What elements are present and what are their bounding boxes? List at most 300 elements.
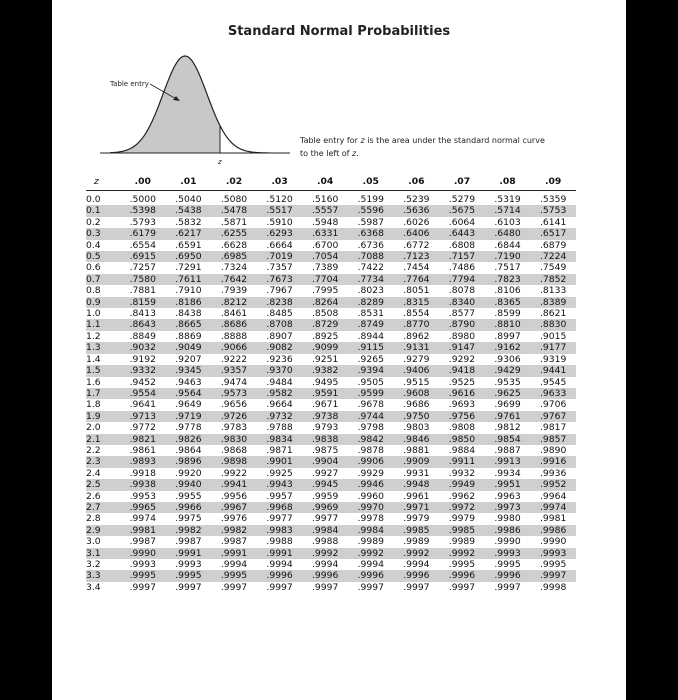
probability-cell: .9981 <box>540 513 567 525</box>
probability-cell: .9357 <box>211 365 257 376</box>
probability-cell: .9345 <box>166 365 212 376</box>
probability-cell: .9015 <box>540 330 567 342</box>
probability-cell: .5948 <box>312 216 339 228</box>
probability-cell: .9750 <box>394 411 440 422</box>
probability-cell: .9964 <box>540 490 567 502</box>
probability-cell: .6026 <box>403 216 430 228</box>
probability-cell: .9995 <box>166 570 212 581</box>
column-header: .03 <box>257 172 303 191</box>
probability-cell: .9982 <box>211 525 257 536</box>
probability-cell: .9920 <box>175 467 202 479</box>
probability-cell: .8849 <box>129 330 156 342</box>
description-line-2: to the left of z. <box>300 149 359 158</box>
probability-cell: .9641 <box>129 399 156 411</box>
probability-cell: .9049 <box>166 342 212 353</box>
probability-cell: .9744 <box>348 411 394 422</box>
probability-cell: .9251 <box>312 353 339 365</box>
column-header: .00 <box>120 172 166 191</box>
z-value-cell: 3.0 <box>86 536 101 548</box>
probability-cell: .5753 <box>530 205 576 216</box>
probability-cell: .8212 <box>211 297 257 308</box>
probability-cell: .9994 <box>357 559 384 570</box>
probability-cell: .9967 <box>211 502 257 513</box>
z-value-cell: 0.8 <box>86 285 101 297</box>
probability-cell: .9591 <box>302 388 348 399</box>
probability-cell: .9147 <box>439 342 485 353</box>
probability-cell: .7967 <box>266 285 293 297</box>
probability-cell: .9678 <box>357 399 384 411</box>
probability-cell: .8159 <box>120 297 166 308</box>
probability-cell: .8315 <box>394 297 440 308</box>
probability-cell: .9394 <box>348 365 394 376</box>
probability-cell: .9656 <box>220 399 248 411</box>
probability-cell: .9279 <box>403 353 430 365</box>
probability-cell: .7995 <box>312 285 339 297</box>
probability-cell: .9990 <box>494 536 521 548</box>
probability-cell: .9974 <box>129 513 156 525</box>
probability-cell: .9995 <box>540 559 567 570</box>
z-value-cell: 1.9 <box>86 411 120 422</box>
probability-cell: .7324 <box>220 262 248 274</box>
table-entry-label: Table entry <box>110 80 149 88</box>
probability-cell: .7019 <box>257 251 303 262</box>
probability-cell: .9957 <box>266 490 293 502</box>
probability-cell: .9971 <box>394 502 440 513</box>
probability-cell: .8907 <box>266 330 293 342</box>
probability-cell: .9918 <box>129 467 156 479</box>
probability-cell: .9699 <box>494 399 521 411</box>
probability-cell: .9732 <box>257 411 303 422</box>
probability-cell: .9981 <box>120 525 166 536</box>
probability-cell: .7549 <box>540 262 567 274</box>
table-row <box>86 399 576 410</box>
probability-cell: .7580 <box>120 274 166 285</box>
probability-cell: .7734 <box>348 274 394 285</box>
probability-cell: .9993 <box>129 559 156 570</box>
probability-cell: .8133 <box>540 285 567 297</box>
z-value-cell: 3.3 <box>86 570 120 581</box>
probability-cell: .9984 <box>302 525 348 536</box>
table-row <box>86 191 576 206</box>
z-value-cell: 2.0 <box>86 422 101 434</box>
probability-cell: .9946 <box>348 479 394 490</box>
probability-cell: .9940 <box>166 479 212 490</box>
probability-cell: .8621 <box>540 308 567 320</box>
probability-cell: .6736 <box>357 239 384 251</box>
probability-cell: .9980 <box>494 513 521 525</box>
probability-cell: .9830 <box>211 434 257 445</box>
probability-cell: .9850 <box>439 434 485 445</box>
probability-cell: .5080 <box>220 194 248 205</box>
probability-cell: .9515 <box>403 376 430 388</box>
probability-cell: .9989 <box>403 536 430 548</box>
z-axis-label: z <box>218 158 222 166</box>
z-value-cell: 1.0 <box>86 308 101 320</box>
z-table <box>86 172 576 593</box>
probability-cell: .8749 <box>348 319 394 330</box>
probability-cell: .9997 <box>175 581 202 593</box>
probability-cell: .9955 <box>175 490 202 502</box>
column-header: .09 <box>530 172 576 191</box>
probability-cell: .9969 <box>302 502 348 513</box>
probability-cell: .9826 <box>166 434 212 445</box>
z-value-cell: 2.8 <box>86 513 101 525</box>
probability-cell: .9871 <box>266 444 293 456</box>
probability-cell: .8508 <box>312 308 339 320</box>
table-row <box>86 217 576 228</box>
table-row <box>86 342 576 353</box>
probability-cell: .9956 <box>220 490 248 502</box>
page <box>52 0 626 700</box>
table-row <box>86 319 576 330</box>
probability-cell: .8461 <box>220 308 248 320</box>
probability-cell: .9649 <box>175 399 202 411</box>
probability-cell: .8577 <box>448 308 476 320</box>
probability-cell: .6517 <box>530 228 576 239</box>
probability-cell: .5040 <box>175 194 202 205</box>
probability-cell: .8810 <box>485 319 531 330</box>
table-row <box>86 205 576 216</box>
probability-cell: .9994 <box>403 559 430 570</box>
probability-cell: .9881 <box>403 444 430 456</box>
probability-cell: .9992 <box>394 548 440 559</box>
probability-cell: .7823 <box>485 274 531 285</box>
z-column-header: z <box>86 172 120 191</box>
probability-cell: .9959 <box>312 490 339 502</box>
probability-cell: .9996 <box>439 570 485 581</box>
probability-cell: .9582 <box>257 388 303 399</box>
z-value-cell: 1.3 <box>86 342 120 353</box>
probability-cell: .9452 <box>129 376 156 388</box>
probability-cell: .9961 <box>403 490 430 502</box>
probability-cell: .9997 <box>129 581 156 593</box>
probability-cell: .6255 <box>211 228 257 239</box>
z-value-cell: 1.1 <box>86 319 120 330</box>
probability-cell: .9099 <box>302 342 348 353</box>
table-row <box>86 411 576 422</box>
table-row <box>86 331 576 342</box>
z-value-cell: 2.9 <box>86 525 120 536</box>
probability-cell: .7357 <box>266 262 293 274</box>
z-value-cell: 3.1 <box>86 548 120 559</box>
probability-cell: .9943 <box>257 479 303 490</box>
table-row <box>86 388 576 399</box>
z-value-cell: 1.4 <box>86 353 101 365</box>
probability-cell: .7389 <box>312 262 339 274</box>
probability-cell: .5160 <box>312 194 339 205</box>
probability-cell: .8925 <box>312 330 339 342</box>
z-value-cell: 1.2 <box>86 330 101 342</box>
probability-cell: .9896 <box>166 456 212 467</box>
column-header: .02 <box>211 172 257 191</box>
probability-cell: .9945 <box>302 479 348 490</box>
probability-cell: .6368 <box>348 228 394 239</box>
probability-cell: .6950 <box>166 251 212 262</box>
probability-cell: .7764 <box>394 274 440 285</box>
probability-cell: .9991 <box>257 548 303 559</box>
probability-cell: .7939 <box>220 285 248 297</box>
probability-cell: .6844 <box>494 239 521 251</box>
probability-cell: .7454 <box>403 262 430 274</box>
probability-cell: .9834 <box>257 434 303 445</box>
probability-cell: .5438 <box>166 205 212 216</box>
table-row <box>86 548 576 559</box>
probability-cell: .9525 <box>448 376 476 388</box>
probability-cell: .9962 <box>448 490 476 502</box>
table-row <box>86 582 576 593</box>
probability-cell: .9671 <box>312 399 339 411</box>
probability-cell: .9463 <box>175 376 202 388</box>
probability-cell: .5871 <box>220 216 248 228</box>
probability-cell: .8599 <box>494 308 521 320</box>
probability-cell: .9738 <box>302 411 348 422</box>
probability-cell: .9756 <box>439 411 485 422</box>
probability-cell: .9032 <box>120 342 166 353</box>
probability-cell: .9788 <box>266 422 293 434</box>
probability-cell: .9162 <box>485 342 531 353</box>
probability-cell: .9992 <box>439 548 485 559</box>
table-row <box>86 570 576 581</box>
probability-cell: .9441 <box>530 365 576 376</box>
probability-cell: .5636 <box>394 205 440 216</box>
probability-cell: .9545 <box>540 376 567 388</box>
probability-cell: .9913 <box>485 456 531 467</box>
probability-cell: .9890 <box>540 444 567 456</box>
probability-cell: .9901 <box>257 456 303 467</box>
column-header: .01 <box>166 172 212 191</box>
probability-cell: .9936 <box>540 467 567 479</box>
probability-cell: .9968 <box>257 502 303 513</box>
probability-cell: .9997 <box>530 570 576 581</box>
probability-cell: .9953 <box>129 490 156 502</box>
probability-cell: .8888 <box>220 330 248 342</box>
probability-cell: .9952 <box>530 479 576 490</box>
probability-cell: .9838 <box>302 434 348 445</box>
probability-cell: .7291 <box>175 262 202 274</box>
probability-cell: .9996 <box>257 570 303 581</box>
probability-cell: .9842 <box>348 434 394 445</box>
probability-cell: .9988 <box>266 536 293 548</box>
description-line-1: Table entry for z is the area under the standard normal curve <box>300 136 545 145</box>
probability-cell: .9966 <box>166 502 212 513</box>
probability-cell: .9767 <box>530 411 576 422</box>
probability-cell: .9996 <box>485 570 531 581</box>
probability-cell: .9988 <box>312 536 339 548</box>
probability-cell: .7642 <box>211 274 257 285</box>
probability-cell: .9941 <box>211 479 257 490</box>
probability-cell: .9973 <box>485 502 531 513</box>
probability-cell: .5478 <box>211 205 257 216</box>
probability-cell: .9599 <box>348 388 394 399</box>
probability-cell: .5398 <box>120 205 166 216</box>
probability-cell: .6915 <box>120 251 166 262</box>
probability-cell: .9931 <box>403 467 430 479</box>
probability-cell: .9993 <box>530 548 576 559</box>
probability-cell: .9812 <box>494 422 521 434</box>
probability-cell: .9664 <box>266 399 293 411</box>
table-row <box>86 525 576 536</box>
table-row <box>86 456 576 467</box>
probability-cell: .9986 <box>485 525 531 536</box>
probability-cell: .8365 <box>485 297 531 308</box>
probability-cell: .5517 <box>257 205 303 216</box>
probability-cell: .9963 <box>494 490 521 502</box>
probability-cell: .9370 <box>257 365 303 376</box>
probability-cell: .8665 <box>166 319 212 330</box>
probability-cell: .8238 <box>257 297 303 308</box>
probability-cell: .9990 <box>540 536 567 548</box>
probability-cell: .9990 <box>120 548 166 559</box>
z-value-cell: 2.1 <box>86 434 120 445</box>
probability-cell: .9916 <box>530 456 576 467</box>
table-row <box>86 559 576 570</box>
probability-cell: .9868 <box>220 444 248 456</box>
probability-cell: .9911 <box>439 456 485 467</box>
probability-cell: .9406 <box>394 365 440 376</box>
z-value-cell: 0.1 <box>86 205 120 216</box>
probability-cell: .6064 <box>448 216 476 228</box>
probability-cell: .9997 <box>403 581 430 593</box>
table-row <box>86 354 576 365</box>
probability-cell: .9616 <box>439 388 485 399</box>
probability-cell: .9719 <box>166 411 212 422</box>
table-row <box>86 297 576 308</box>
probability-cell: .9982 <box>166 525 212 536</box>
probability-cell: .9332 <box>120 365 166 376</box>
probability-cell: .7157 <box>439 251 485 262</box>
probability-cell: .6554 <box>129 239 156 251</box>
probability-cell: .9949 <box>439 479 485 490</box>
probability-cell: .8869 <box>175 330 202 342</box>
probability-cell: .9995 <box>448 559 476 570</box>
probability-cell: .5000 <box>129 194 156 205</box>
table-row <box>86 502 576 513</box>
probability-cell: .8051 <box>403 285 430 297</box>
probability-cell: .8554 <box>403 308 430 320</box>
page-title: Standard Normal Probabilities <box>227 24 451 39</box>
probability-cell: .9535 <box>494 376 521 388</box>
column-header: .05 <box>348 172 394 191</box>
probability-cell: .9995 <box>120 570 166 581</box>
z-value-cell: 0.5 <box>86 251 120 262</box>
probability-cell: .7673 <box>257 274 303 285</box>
probability-cell: .9292 <box>448 353 476 365</box>
probability-cell: .6985 <box>211 251 257 262</box>
probability-cell: .9977 <box>266 513 293 525</box>
probability-cell: .5793 <box>129 216 156 228</box>
probability-cell: .9633 <box>530 388 576 399</box>
probability-cell: .9972 <box>439 502 485 513</box>
probability-cell: .9495 <box>312 376 339 388</box>
probability-cell: .8485 <box>266 308 293 320</box>
z-value-cell: 0.4 <box>86 239 101 251</box>
z-value-cell: 0.0 <box>86 194 101 205</box>
shaded-area <box>110 56 220 153</box>
probability-cell: .5596 <box>348 205 394 216</box>
probability-cell: .9115 <box>348 342 394 353</box>
probability-cell: .9970 <box>348 502 394 513</box>
probability-cell: .9985 <box>439 525 485 536</box>
probability-cell: .6217 <box>166 228 212 239</box>
probability-cell: .6141 <box>540 216 567 228</box>
probability-cell: .9382 <box>302 365 348 376</box>
probability-cell: .8186 <box>166 297 212 308</box>
probability-cell: .6480 <box>485 228 531 239</box>
probability-cell: .9996 <box>348 570 394 581</box>
probability-cell: .9222 <box>220 353 248 365</box>
probability-cell: .6103 <box>494 216 521 228</box>
probability-cell: .6879 <box>540 239 567 251</box>
probability-cell: .8770 <box>394 319 440 330</box>
probability-cell: .5120 <box>266 194 293 205</box>
probability-cell: .9817 <box>540 422 567 434</box>
z-value-cell: 0.2 <box>86 216 101 228</box>
probability-cell: .9207 <box>175 353 202 365</box>
table-row <box>86 228 576 239</box>
table-header-row <box>86 172 576 191</box>
table-row <box>86 308 576 319</box>
probability-cell: .8944 <box>357 330 384 342</box>
probability-cell: .9808 <box>448 422 476 434</box>
probability-cell: .7054 <box>302 251 348 262</box>
probability-cell: .9991 <box>166 548 212 559</box>
probability-cell: .9906 <box>348 456 394 467</box>
probability-cell: .9177 <box>530 342 576 353</box>
table-row <box>86 491 576 502</box>
probability-cell: .9904 <box>302 456 348 467</box>
probability-cell: .9909 <box>394 456 440 467</box>
probability-cell: .7123 <box>394 251 440 262</box>
z-value-cell: 2.3 <box>86 456 120 467</box>
probability-cell: .6406 <box>394 228 440 239</box>
probability-cell: .5319 <box>494 194 521 205</box>
probability-cell: .5359 <box>540 194 567 205</box>
probability-cell: .9131 <box>394 342 440 353</box>
probability-cell: .7611 <box>166 274 212 285</box>
probability-cell: .8023 <box>357 285 384 297</box>
probability-cell: .6700 <box>312 239 339 251</box>
probability-cell: .7257 <box>129 262 156 274</box>
z-value-cell: 1.8 <box>86 399 101 411</box>
probability-cell: .6591 <box>175 239 202 251</box>
probability-cell: .9948 <box>394 479 440 490</box>
z-value-cell: 0.6 <box>86 262 101 274</box>
probability-cell: .8413 <box>129 308 156 320</box>
column-header: .08 <box>485 172 531 191</box>
probability-cell: .7852 <box>530 274 576 285</box>
probability-cell: .9625 <box>485 388 531 399</box>
table-row <box>86 365 576 376</box>
table-row <box>86 479 576 490</box>
probability-cell: .5910 <box>266 216 293 228</box>
column-header: .04 <box>302 172 348 191</box>
table-row <box>86 422 576 433</box>
probability-cell: .9975 <box>175 513 202 525</box>
table-row <box>86 513 576 524</box>
table-body <box>86 191 576 594</box>
probability-cell: .7794 <box>439 274 485 285</box>
z-value-cell: 2.2 <box>86 444 101 456</box>
probability-cell: .9608 <box>394 388 440 399</box>
z-value-cell: 1.5 <box>86 365 120 376</box>
table-row <box>86 274 576 285</box>
table-row <box>86 377 576 388</box>
probability-cell: .6179 <box>120 228 166 239</box>
probability-cell: .9994 <box>312 559 339 570</box>
z-value-cell: 1.7 <box>86 388 120 399</box>
probability-cell: .9925 <box>266 467 293 479</box>
probability-cell: .9997 <box>357 581 384 593</box>
